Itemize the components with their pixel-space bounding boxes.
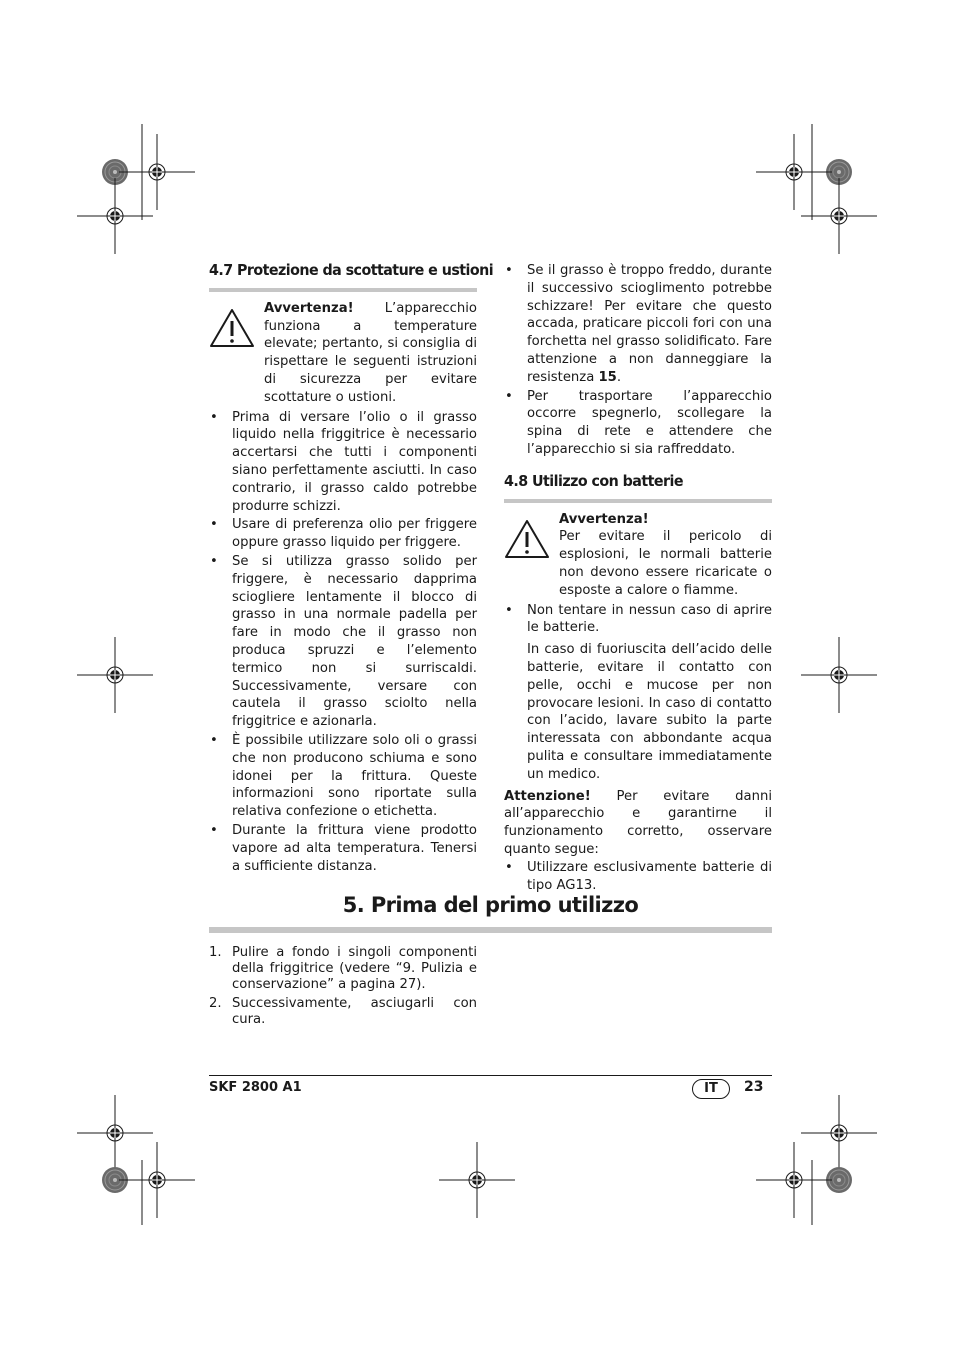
warning-block bbox=[504, 511, 772, 600]
right-bullet-list-mid bbox=[504, 602, 772, 638]
list-item: • Utilizzare esclusivamente batterie di tipo AG13. bbox=[504, 859, 772, 895]
warning-block bbox=[209, 300, 477, 407]
step-text: Pulire a fondo i singoli componenti della friggitrice (vedere “9. Pulizia e conservazione” a pagina 27). bbox=[232, 945, 477, 992]
section-heading-4-8: 4.8 Utilizzo con batterie bbox=[504, 471, 683, 490]
warning-triangle-icon bbox=[504, 518, 550, 560]
warning-body: L’apparecchio funziona a temperature elevate; pertanto, si consiglia di rispettare le seguenti istruzioni di sicurezza per evitare scottature o ustioni. bbox=[264, 300, 477, 405]
list-item: • Durante la frittura viene prodotto vapore ad alta temperatura. Tenersi a sufficiente distanza. bbox=[209, 822, 477, 875]
part-reference: 15 bbox=[598, 369, 617, 385]
warning-triangle-icon bbox=[209, 307, 255, 349]
step-item bbox=[209, 996, 477, 1028]
section-heading-4-7: 4.7 Protezione da scottature e ustioni bbox=[209, 261, 494, 279]
heading-rule bbox=[209, 288, 477, 292]
left-bullet-list bbox=[209, 409, 477, 876]
bullet-text: Se il grasso è troppo freddo, durante il successivo scioglimento potrebbe schizzare! Per evitare che questo accada, praticare piccoli fori con una forchetta nel grasso solidificato. Fare attenzione a non danneggiare la resistenza bbox=[527, 263, 772, 385]
right-column bbox=[504, 262, 772, 895]
step-number: 1. bbox=[209, 945, 222, 960]
section-title-rule bbox=[209, 927, 772, 933]
warning-label: Avvertenza! bbox=[559, 511, 649, 527]
warning-text bbox=[264, 300, 477, 407]
list-item: • Per trasportare l’apparecchio occorre spegnerlo, scollegare la spina di rete e attendere che l’apparecchio si sia raffreddato. bbox=[504, 388, 772, 459]
step-text: Successivamente, asciugarli con cura. bbox=[232, 996, 477, 1027]
right-bullet-list-top bbox=[504, 262, 772, 459]
warning-label: Avvertenza! bbox=[264, 300, 354, 316]
section-title-5: 5. Prima del primo utilizzo bbox=[342, 893, 639, 917]
list-item bbox=[504, 262, 772, 387]
list-item: • È possibile utilizzare solo oli o grassi che non producono schiuma e sono idonei per la frittura. Queste informazioni sono riportate sulla relativa confezione o etichetta. bbox=[209, 732, 477, 821]
footer-rule bbox=[209, 1075, 772, 1076]
page-number: 23 bbox=[744, 1079, 764, 1095]
numbered-steps bbox=[209, 945, 477, 1031]
list-item: • Prima di versare l’olio o il grasso liquido nella friggitrice è necessario accertarsi che tutti i componenti siano perfettamente asciutti. In caso contrario, il grasso caldo potrebbe produrre schizzi. bbox=[209, 409, 477, 516]
list-item: • Usare di preferenza olio per friggere oppure grasso liquido per friggere. bbox=[209, 516, 477, 552]
right-bullet-list-bottom bbox=[504, 859, 772, 895]
attention-paragraph bbox=[504, 788, 772, 859]
step-number: 2. bbox=[209, 996, 222, 1011]
step-item bbox=[209, 945, 477, 993]
bullet-end: . bbox=[616, 369, 622, 385]
attention-body: Per evitare danni all’apparecchio e garantirne il funzionamento corretto, osservare quanto segue: bbox=[504, 788, 772, 857]
language-badge: IT bbox=[692, 1079, 730, 1099]
heading-rule bbox=[504, 499, 772, 503]
acid-paragraph: In caso di fuoriuscita dell’acido delle batterie, evitare il contatto con pelle, occhi e mucose per non provocare lesioni. In caso di contatto con l’acido, lavare subito la parte interessata con abbondante acqua pulita e consultare immediatamente un medico. bbox=[527, 642, 772, 782]
warning-body: Per evitare il pericolo di esplosioni, le normali batterie non devono essere ricaricate o esposte a calore o fiamme. bbox=[559, 529, 772, 598]
left-column bbox=[209, 261, 494, 876]
warning-text bbox=[559, 511, 772, 600]
model-number: SKF 2800 A1 bbox=[209, 1080, 302, 1095]
attention-label: Attenzione! bbox=[504, 788, 591, 804]
list-item: • Non tentare in nessun caso di aprire le batterie. bbox=[504, 602, 772, 638]
list-item: • Se si utilizza grasso solido per friggere, è necessario dapprima sciogliere lentamente il blocco di grasso in una normale padella per fare in modo che il grasso non produca spruzzi e l’elemento termico non si surriscaldi. Successivamente, versare con cautela il grasso sciolto nella friggitrice e azionarla. bbox=[209, 553, 477, 731]
